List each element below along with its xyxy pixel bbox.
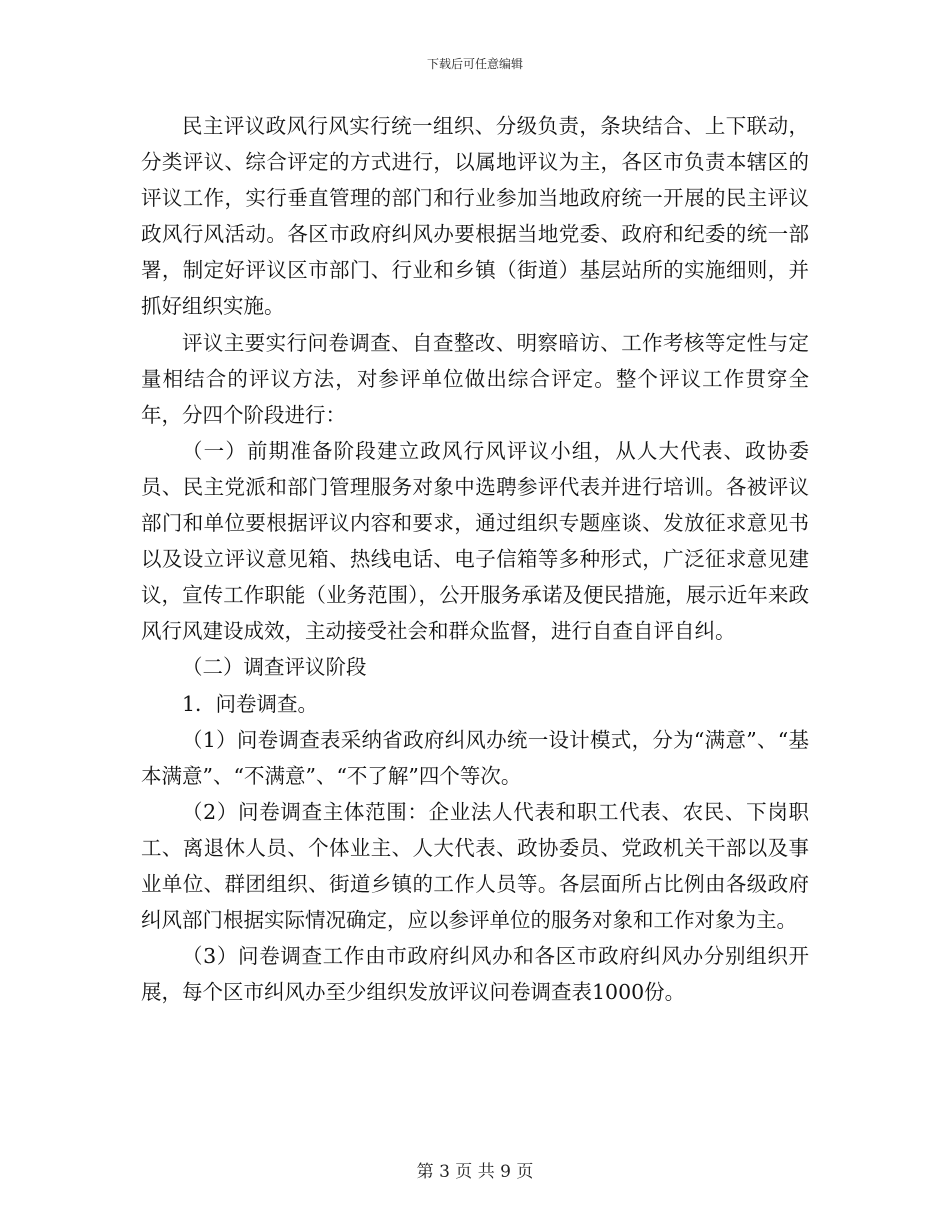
page-header-note: 下载后可任意编辑: [426, 57, 523, 71]
page-number: 第 3 页 共 9 页: [416, 1162, 534, 1182]
document-body: [141, 108, 809, 1010]
section-heading: （二）调查评议阶段: [182, 655, 367, 680]
subsection-heading: 1．问卷调查。: [182, 691, 319, 716]
paragraph: （3）问卷调查工作由市政府纠风办和各区市政府纠风办分别组织开展，每个区市纠风办至少组织发放评议问卷调查表1000份。: [141, 944, 809, 1005]
paragraph: （1）问卷调查表采纳省政府纠风办统一设计模式，分为“满意”、“基本满意”、“不满意”、“不了解”四个等次。: [141, 727, 809, 788]
paragraph: （2）问卷调查主体范围：企业法人代表和职工代表、农民、下岗职工、离退休人员、个体业主、人大代表、政协委员、党政机关干部以及事业单位、群团组织、街道乡镇的工作人员等。各层面所占比例由各级政府纠风部门根据实际情况确定，应以参评单位的服务对象和工作对象为主。: [141, 799, 809, 933]
paragraph: 民主评议政风行风实行统一组织、分级负责，条块结合、上下联动，分类评议、综合评定的方式进行，以属地评议为主，各区市负责本辖区的评议工作，实行垂直管理的部门和行业参加当地政府统一开展的民主评议政风行风活动。各区市政府纠风办要根据当地党委、政府和纪委的统一部署，制定好评议区市部门、行业和乡镇（街道）基层站所的实施细则，并抓好组织实施。: [141, 114, 809, 319]
paragraph: （一）前期准备阶段建立政风行风评议小组，从人大代表、政协委员、民主党派和部门管理服务对象中选聘参评代表并进行培训。各被评议部门和单位要根据评议内容和要求，通过组织专题座谈、发放征求意见书以及设立评议意见箱、热线电话、电子信箱等多种形式，广泛征求意见建议，宣传工作职能（业务范围），公开服务承诺及便民措施，展示近年来政风行风建设成效，主动接受社会和群众监督，进行自查自评自纠。: [141, 438, 809, 644]
paragraph: 评议主要实行问卷调查、自查整改、明察暗访、工作考核等定性与定量相结合的评议方法，对参评单位做出综合评定。整个评议工作贯穿全年，分四个阶段进行：: [141, 330, 809, 427]
